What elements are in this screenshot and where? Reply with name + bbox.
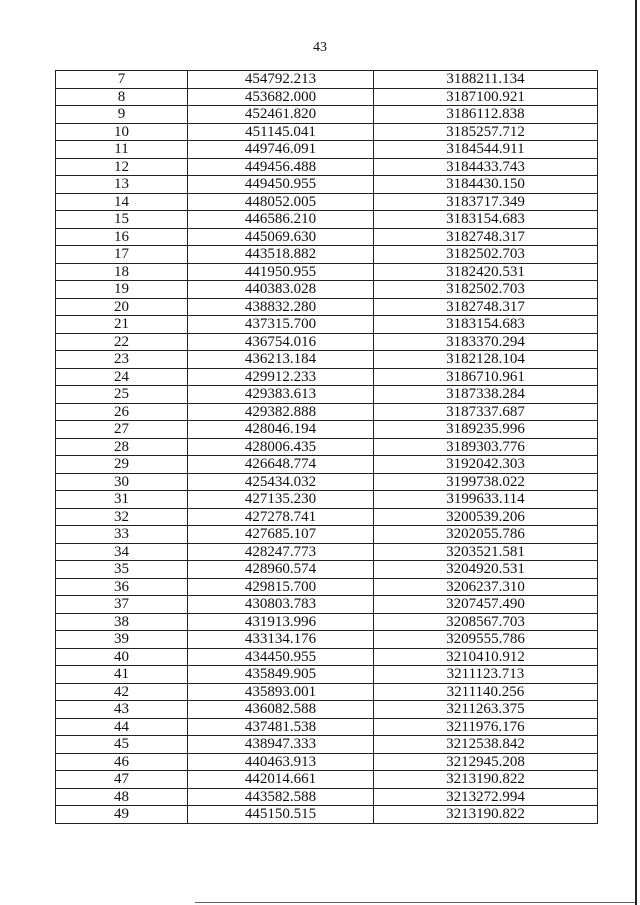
point-number-cell: 32 bbox=[56, 508, 188, 526]
x-coordinate-cell: 434450.955 bbox=[188, 648, 374, 666]
x-coordinate-cell: 433134.176 bbox=[188, 631, 374, 649]
point-number-cell: 38 bbox=[56, 613, 188, 631]
table-row bbox=[56, 631, 598, 649]
table-row bbox=[56, 403, 598, 421]
y-coordinate-cell: 3213272.994 bbox=[374, 788, 598, 806]
point-number-cell: 37 bbox=[56, 596, 188, 614]
x-coordinate-cell: 453682.000 bbox=[188, 88, 374, 106]
table-row bbox=[56, 88, 598, 106]
point-number-cell: 17 bbox=[56, 246, 188, 264]
y-coordinate-cell: 3213190.822 bbox=[374, 771, 598, 789]
y-coordinate-cell: 3183370.294 bbox=[374, 333, 598, 351]
table-row bbox=[56, 298, 598, 316]
x-coordinate-cell: 449456.488 bbox=[188, 158, 374, 176]
x-coordinate-cell: 428006.435 bbox=[188, 438, 374, 456]
y-coordinate-cell: 3199633.114 bbox=[374, 491, 598, 509]
point-number-cell: 9 bbox=[56, 106, 188, 124]
point-number-cell: 26 bbox=[56, 403, 188, 421]
table-row bbox=[56, 193, 598, 211]
table-row bbox=[56, 648, 598, 666]
x-coordinate-cell: 443582.588 bbox=[188, 788, 374, 806]
table-row bbox=[56, 158, 598, 176]
x-coordinate-cell: 427135.230 bbox=[188, 491, 374, 509]
x-coordinate-cell: 435893.001 bbox=[188, 683, 374, 701]
x-coordinate-cell: 454792.213 bbox=[188, 71, 374, 89]
table-row bbox=[56, 211, 598, 229]
y-coordinate-cell: 3189235.996 bbox=[374, 421, 598, 439]
point-number-cell: 21 bbox=[56, 316, 188, 334]
point-number-cell: 10 bbox=[56, 123, 188, 141]
point-number-cell: 8 bbox=[56, 88, 188, 106]
y-coordinate-cell: 3192042.303 bbox=[374, 456, 598, 474]
y-coordinate-cell: 3213190.822 bbox=[374, 806, 598, 824]
point-number-cell: 41 bbox=[56, 666, 188, 684]
table-row bbox=[56, 543, 598, 561]
x-coordinate-cell: 428046.194 bbox=[188, 421, 374, 439]
point-number-cell: 22 bbox=[56, 333, 188, 351]
point-number-cell: 47 bbox=[56, 771, 188, 789]
table-row bbox=[56, 561, 598, 579]
x-coordinate-cell: 429382.888 bbox=[188, 403, 374, 421]
x-coordinate-cell: 446586.210 bbox=[188, 211, 374, 229]
x-coordinate-cell: 427278.741 bbox=[188, 508, 374, 526]
x-coordinate-cell: 440383.028 bbox=[188, 281, 374, 299]
x-coordinate-cell: 445069.630 bbox=[188, 228, 374, 246]
table-row bbox=[56, 526, 598, 544]
point-number-cell: 19 bbox=[56, 281, 188, 299]
y-coordinate-cell: 3183717.349 bbox=[374, 193, 598, 211]
y-coordinate-cell: 3206237.310 bbox=[374, 578, 598, 596]
x-coordinate-cell: 442014.661 bbox=[188, 771, 374, 789]
point-number-cell: 28 bbox=[56, 438, 188, 456]
y-coordinate-cell: 3199738.022 bbox=[374, 473, 598, 491]
x-coordinate-cell: 437315.700 bbox=[188, 316, 374, 334]
x-coordinate-cell: 426648.774 bbox=[188, 456, 374, 474]
page-number: 43 bbox=[313, 40, 327, 55]
point-number-cell: 7 bbox=[56, 71, 188, 89]
table-row bbox=[56, 491, 598, 509]
table-row bbox=[56, 316, 598, 334]
x-coordinate-cell: 452461.820 bbox=[188, 106, 374, 124]
y-coordinate-cell: 3189303.776 bbox=[374, 438, 598, 456]
y-coordinate-cell: 3182748.317 bbox=[374, 298, 598, 316]
x-coordinate-cell: 449450.955 bbox=[188, 176, 374, 194]
table-row bbox=[56, 683, 598, 701]
point-number-cell: 34 bbox=[56, 543, 188, 561]
table-row bbox=[56, 666, 598, 684]
y-coordinate-cell: 3184433.743 bbox=[374, 158, 598, 176]
x-coordinate-cell: 437481.538 bbox=[188, 718, 374, 736]
table-row bbox=[56, 456, 598, 474]
table-row bbox=[56, 578, 598, 596]
point-number-cell: 31 bbox=[56, 491, 188, 509]
x-coordinate-cell: 429383.613 bbox=[188, 386, 374, 404]
x-coordinate-cell: 449746.091 bbox=[188, 141, 374, 159]
point-number-cell: 11 bbox=[56, 141, 188, 159]
point-number-cell: 13 bbox=[56, 176, 188, 194]
table-row bbox=[56, 421, 598, 439]
page-frame-right-edge bbox=[635, 0, 637, 905]
y-coordinate-cell: 3212945.208 bbox=[374, 753, 598, 771]
point-number-cell: 14 bbox=[56, 193, 188, 211]
table-row bbox=[56, 788, 598, 806]
point-number-cell: 44 bbox=[56, 718, 188, 736]
point-number-cell: 36 bbox=[56, 578, 188, 596]
x-coordinate-cell: 429912.233 bbox=[188, 368, 374, 386]
y-coordinate-cell: 3187338.284 bbox=[374, 386, 598, 404]
x-coordinate-cell: 451145.041 bbox=[188, 123, 374, 141]
point-number-cell: 42 bbox=[56, 683, 188, 701]
table-row bbox=[56, 596, 598, 614]
table-row bbox=[56, 281, 598, 299]
x-coordinate-cell: 428960.574 bbox=[188, 561, 374, 579]
table-row bbox=[56, 438, 598, 456]
y-coordinate-cell: 3202055.786 bbox=[374, 526, 598, 544]
y-coordinate-cell: 3185257.712 bbox=[374, 123, 598, 141]
y-coordinate-cell: 3212538.842 bbox=[374, 736, 598, 754]
y-coordinate-cell: 3188211.134 bbox=[374, 71, 598, 89]
y-coordinate-cell: 3182748.317 bbox=[374, 228, 598, 246]
y-coordinate-cell: 3186112.838 bbox=[374, 106, 598, 124]
table-row bbox=[56, 176, 598, 194]
x-coordinate-cell: 436754.016 bbox=[188, 333, 374, 351]
y-coordinate-cell: 3182128.104 bbox=[374, 351, 598, 369]
y-coordinate-cell: 3182502.703 bbox=[374, 281, 598, 299]
x-coordinate-cell: 431913.996 bbox=[188, 613, 374, 631]
y-coordinate-cell: 3184544.911 bbox=[374, 141, 598, 159]
table-row bbox=[56, 368, 598, 386]
y-coordinate-cell: 3208567.703 bbox=[374, 613, 598, 631]
table-row bbox=[56, 141, 598, 159]
point-number-cell: 20 bbox=[56, 298, 188, 316]
table-row bbox=[56, 263, 598, 281]
x-coordinate-cell: 440463.913 bbox=[188, 753, 374, 771]
y-coordinate-cell: 3211123.713 bbox=[374, 666, 598, 684]
table-row bbox=[56, 123, 598, 141]
x-coordinate-cell: 429815.700 bbox=[188, 578, 374, 596]
x-coordinate-cell: 430803.783 bbox=[188, 596, 374, 614]
y-coordinate-cell: 3187100.921 bbox=[374, 88, 598, 106]
y-coordinate-cell: 3183154.683 bbox=[374, 211, 598, 229]
x-coordinate-cell: 436082.588 bbox=[188, 701, 374, 719]
x-coordinate-cell: 441950.955 bbox=[188, 263, 374, 281]
y-coordinate-cell: 3204920.531 bbox=[374, 561, 598, 579]
point-number-cell: 15 bbox=[56, 211, 188, 229]
point-number-cell: 30 bbox=[56, 473, 188, 491]
y-coordinate-cell: 3210410.912 bbox=[374, 648, 598, 666]
x-coordinate-cell: 425434.032 bbox=[188, 473, 374, 491]
table-row bbox=[56, 701, 598, 719]
table-row bbox=[56, 386, 598, 404]
point-number-cell: 48 bbox=[56, 788, 188, 806]
point-number-cell: 33 bbox=[56, 526, 188, 544]
y-coordinate-cell: 3211976.176 bbox=[374, 718, 598, 736]
point-number-cell: 45 bbox=[56, 736, 188, 754]
table-row bbox=[56, 736, 598, 754]
point-number-cell: 35 bbox=[56, 561, 188, 579]
table-row bbox=[56, 718, 598, 736]
coordinates-table-body bbox=[56, 71, 598, 824]
point-number-cell: 23 bbox=[56, 351, 188, 369]
y-coordinate-cell: 3209555.786 bbox=[374, 631, 598, 649]
y-coordinate-cell: 3211140.256 bbox=[374, 683, 598, 701]
x-coordinate-cell: 435849.905 bbox=[188, 666, 374, 684]
x-coordinate-cell: 436213.184 bbox=[188, 351, 374, 369]
y-coordinate-cell: 3187337.687 bbox=[374, 403, 598, 421]
table-row bbox=[56, 351, 598, 369]
x-coordinate-cell: 428247.773 bbox=[188, 543, 374, 561]
y-coordinate-cell: 3203521.581 bbox=[374, 543, 598, 561]
x-coordinate-cell: 438832.280 bbox=[188, 298, 374, 316]
table-row bbox=[56, 771, 598, 789]
table-row bbox=[56, 333, 598, 351]
page-frame-bottom-edge bbox=[195, 902, 635, 903]
point-number-cell: 25 bbox=[56, 386, 188, 404]
y-coordinate-cell: 3211263.375 bbox=[374, 701, 598, 719]
y-coordinate-cell: 3182420.531 bbox=[374, 263, 598, 281]
y-coordinate-cell: 3207457.490 bbox=[374, 596, 598, 614]
point-number-cell: 16 bbox=[56, 228, 188, 246]
table-row bbox=[56, 473, 598, 491]
point-number-cell: 29 bbox=[56, 456, 188, 474]
y-coordinate-cell: 3182502.703 bbox=[374, 246, 598, 264]
table-row bbox=[56, 613, 598, 631]
point-number-cell: 46 bbox=[56, 753, 188, 771]
y-coordinate-cell: 3184430.150 bbox=[374, 176, 598, 194]
point-number-cell: 43 bbox=[56, 701, 188, 719]
table-row bbox=[56, 753, 598, 771]
point-number-cell: 39 bbox=[56, 631, 188, 649]
point-number-cell: 49 bbox=[56, 806, 188, 824]
x-coordinate-cell: 448052.005 bbox=[188, 193, 374, 211]
point-number-cell: 24 bbox=[56, 368, 188, 386]
point-number-cell: 12 bbox=[56, 158, 188, 176]
y-coordinate-cell: 3183154.683 bbox=[374, 316, 598, 334]
table-row bbox=[56, 228, 598, 246]
table-row bbox=[56, 508, 598, 526]
table-row bbox=[56, 106, 598, 124]
x-coordinate-cell: 443518.882 bbox=[188, 246, 374, 264]
point-number-cell: 18 bbox=[56, 263, 188, 281]
x-coordinate-cell: 445150.515 bbox=[188, 806, 374, 824]
table-row bbox=[56, 806, 598, 824]
point-number-cell: 40 bbox=[56, 648, 188, 666]
coordinates-table bbox=[55, 70, 598, 824]
y-coordinate-cell: 3200539.206 bbox=[374, 508, 598, 526]
point-number-cell: 27 bbox=[56, 421, 188, 439]
table-row bbox=[56, 71, 598, 89]
y-coordinate-cell: 3186710.961 bbox=[374, 368, 598, 386]
table-row bbox=[56, 246, 598, 264]
x-coordinate-cell: 438947.333 bbox=[188, 736, 374, 754]
x-coordinate-cell: 427685.107 bbox=[188, 526, 374, 544]
